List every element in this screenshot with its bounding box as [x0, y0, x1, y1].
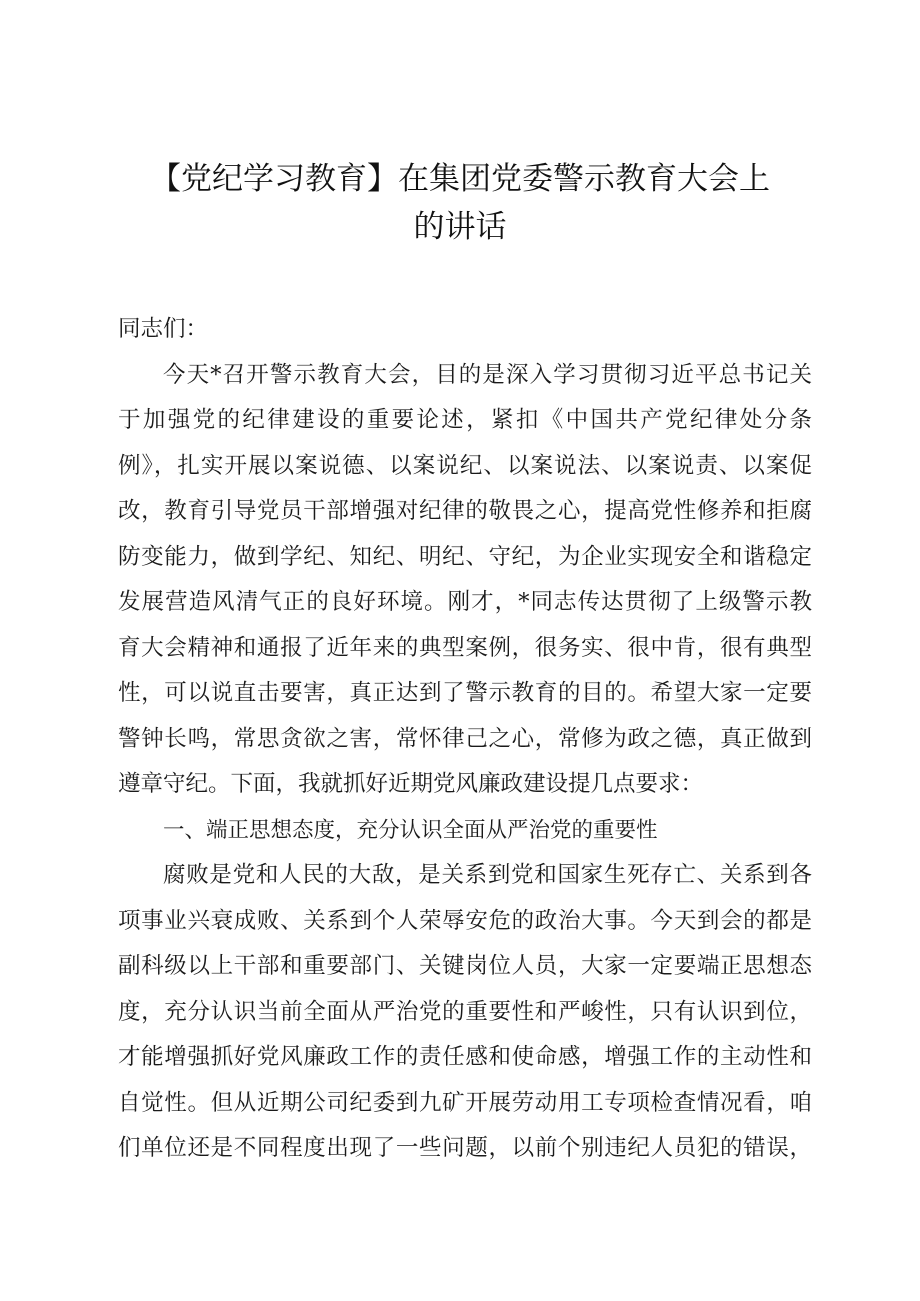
document-title: [60, 155, 860, 251]
paragraph-line: 防变能力，做到学纪、知纪、明纪、守纪，为企业实现安全和谐稳定: [118, 543, 812, 570]
paragraph-line: 今天*召开警示教育大会，目的是深入学习贯彻习近平总书记关: [163, 361, 812, 388]
paragraph-line: 项事业兴衰成败、关系到个人荣辱安危的政治大事。今天到会的都是: [118, 907, 812, 934]
section-heading: 一、端正思想态度，充分认识全面从严治党的重要性: [163, 817, 658, 843]
paragraph-line: 才能增强抓好党风廉政工作的责任感和使命感，增强工作的主动性和: [118, 1044, 812, 1070]
paragraph-line: 副科级以上干部和重要部门、关键岗位人员，大家一定要端正思想态: [118, 953, 812, 979]
paragraph-section1: [118, 853, 812, 1172]
paragraph-line: 腐败是党和人民的大敌，是关系到党和国家生死存亡、关系到各: [163, 862, 812, 888]
paragraph-line: 遵章守纪。下面，我就抓好近期党风廉政建设提几点要求：: [118, 771, 704, 797]
paragraph-intro: [118, 353, 812, 808]
paragraph-line: 例》，扎实开展以案说德、以案说纪、以案说法、以案说责、以案促: [118, 452, 812, 479]
paragraph-line: 改，教育引导党员干部增强对纪律的敬畏之心，提高党性修养和拒腐: [118, 498, 812, 524]
paragraph-line: 度，充分认识当前全面从严治党的重要性和严峻性，只有认识到位，: [118, 998, 812, 1025]
paragraph-line: 育大会精神和通报了近年来的典型案例，很务实、很中肯，很有典型: [118, 634, 812, 661]
salutation: 同志们：: [118, 316, 209, 342]
paragraph-line: 性，可以说直击要害，真正达到了警示教育的目的。希望大家一定要: [118, 680, 812, 706]
paragraph-line: 警钟长鸣，常思贪欲之害，常怀律己之心，常修为政之德，真正做到: [118, 725, 812, 752]
title-line-2: 的讲话: [413, 209, 507, 245]
paragraph-line: 发展营造风清气正的良好环境。刚才，*同志传达贯彻了上级警示教: [118, 589, 812, 615]
paragraph-line: 于加强党的纪律建设的重要论述，紧扣《中国共产党纪律处分条: [118, 407, 812, 433]
document-body: [118, 307, 812, 1172]
title-line-1: 【党纪学习教育】在集团党委警示教育大会上: [150, 161, 770, 197]
paragraph-line: 自觉性。但从近期公司纪委到九矿开展劳动用工专项检查情况看，咱: [118, 1089, 812, 1116]
paragraph-line: 们单位还是不同程度出现了一些问题，以前个别违纪人员犯的错误，: [118, 1135, 812, 1161]
